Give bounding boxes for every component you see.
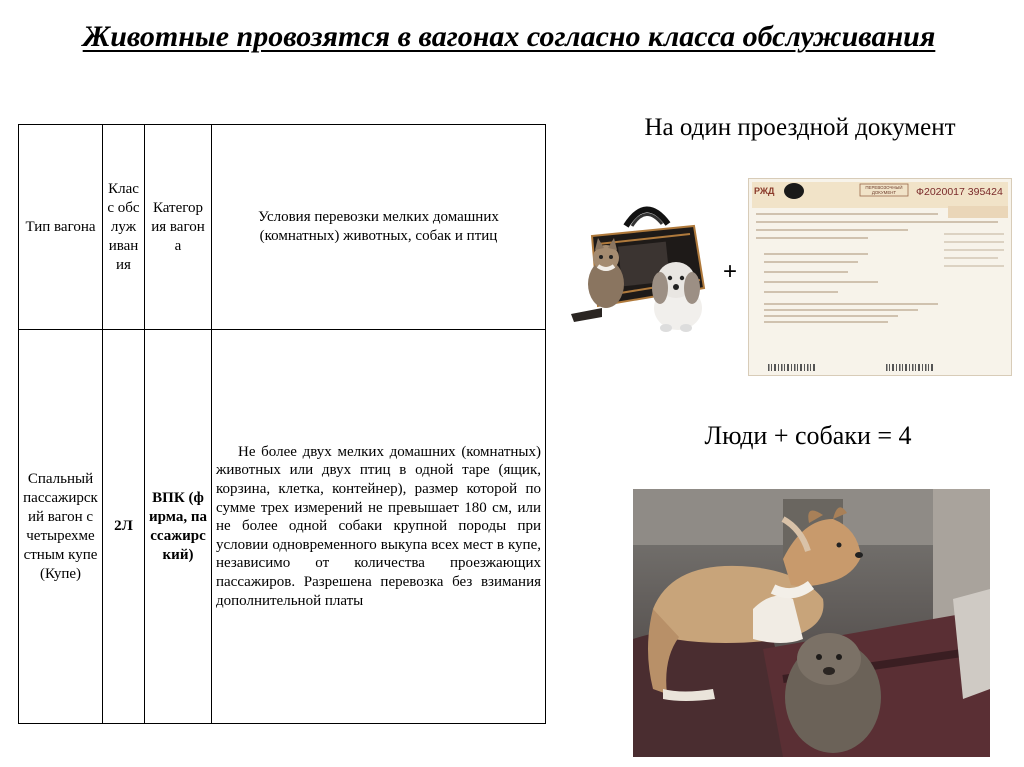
ticket-number: Ф2020017 395424 [916, 186, 1003, 198]
table-header-row [19, 125, 546, 330]
table-row [19, 330, 546, 724]
header-service-class: Класс обслуживания [103, 125, 145, 330]
header-car-type: Тип вагона [19, 125, 103, 330]
pet-carrier-image [568, 196, 716, 336]
cell-car-type: Спальный пассажирский вагон с четырехместным купе (Купе) [19, 330, 103, 724]
slide-title: Животные провозятся в вагонах согласно класса обслуживания [82, 20, 936, 53]
cell-category: ВПК (фирма, пассажирский) [145, 330, 212, 724]
ticket-rzd-label: РЖД [754, 186, 775, 196]
ticket-header-title: ПЕРЕВОЗОЧНЫЙ ДОКУМЕНТ [865, 185, 903, 195]
header-category: Категория вагона [145, 125, 212, 330]
side-title: На один проездной документ [644, 114, 956, 141]
dogs-in-compartment-photo [633, 489, 990, 757]
cell-service-class: 2Л [103, 330, 145, 724]
header-conditions: Условия перевозки мелких домашних (комнатных) животных, собак и птиц [212, 125, 546, 330]
conditions-text: Не более двух мелких домашних (комнатных) животных или двух птиц в одной таре (ящик, корзина, клетка, контейнер), размер которой по сумме трех измерений не превышает 180 см, или не более одной собаки крупной породы при условии одновременного выкупа всех мест в купе, независимо от количества проезжающих пассажиров. Разрешена перевозка без взимания дополнительной платы [216, 443, 541, 609]
train-ticket-image [748, 178, 1012, 376]
plus-sign: + [723, 258, 738, 285]
cell-conditions [212, 330, 546, 724]
people-dogs-formula: Люди + собаки = 4 [704, 421, 912, 450]
transport-conditions-table [18, 124, 546, 724]
